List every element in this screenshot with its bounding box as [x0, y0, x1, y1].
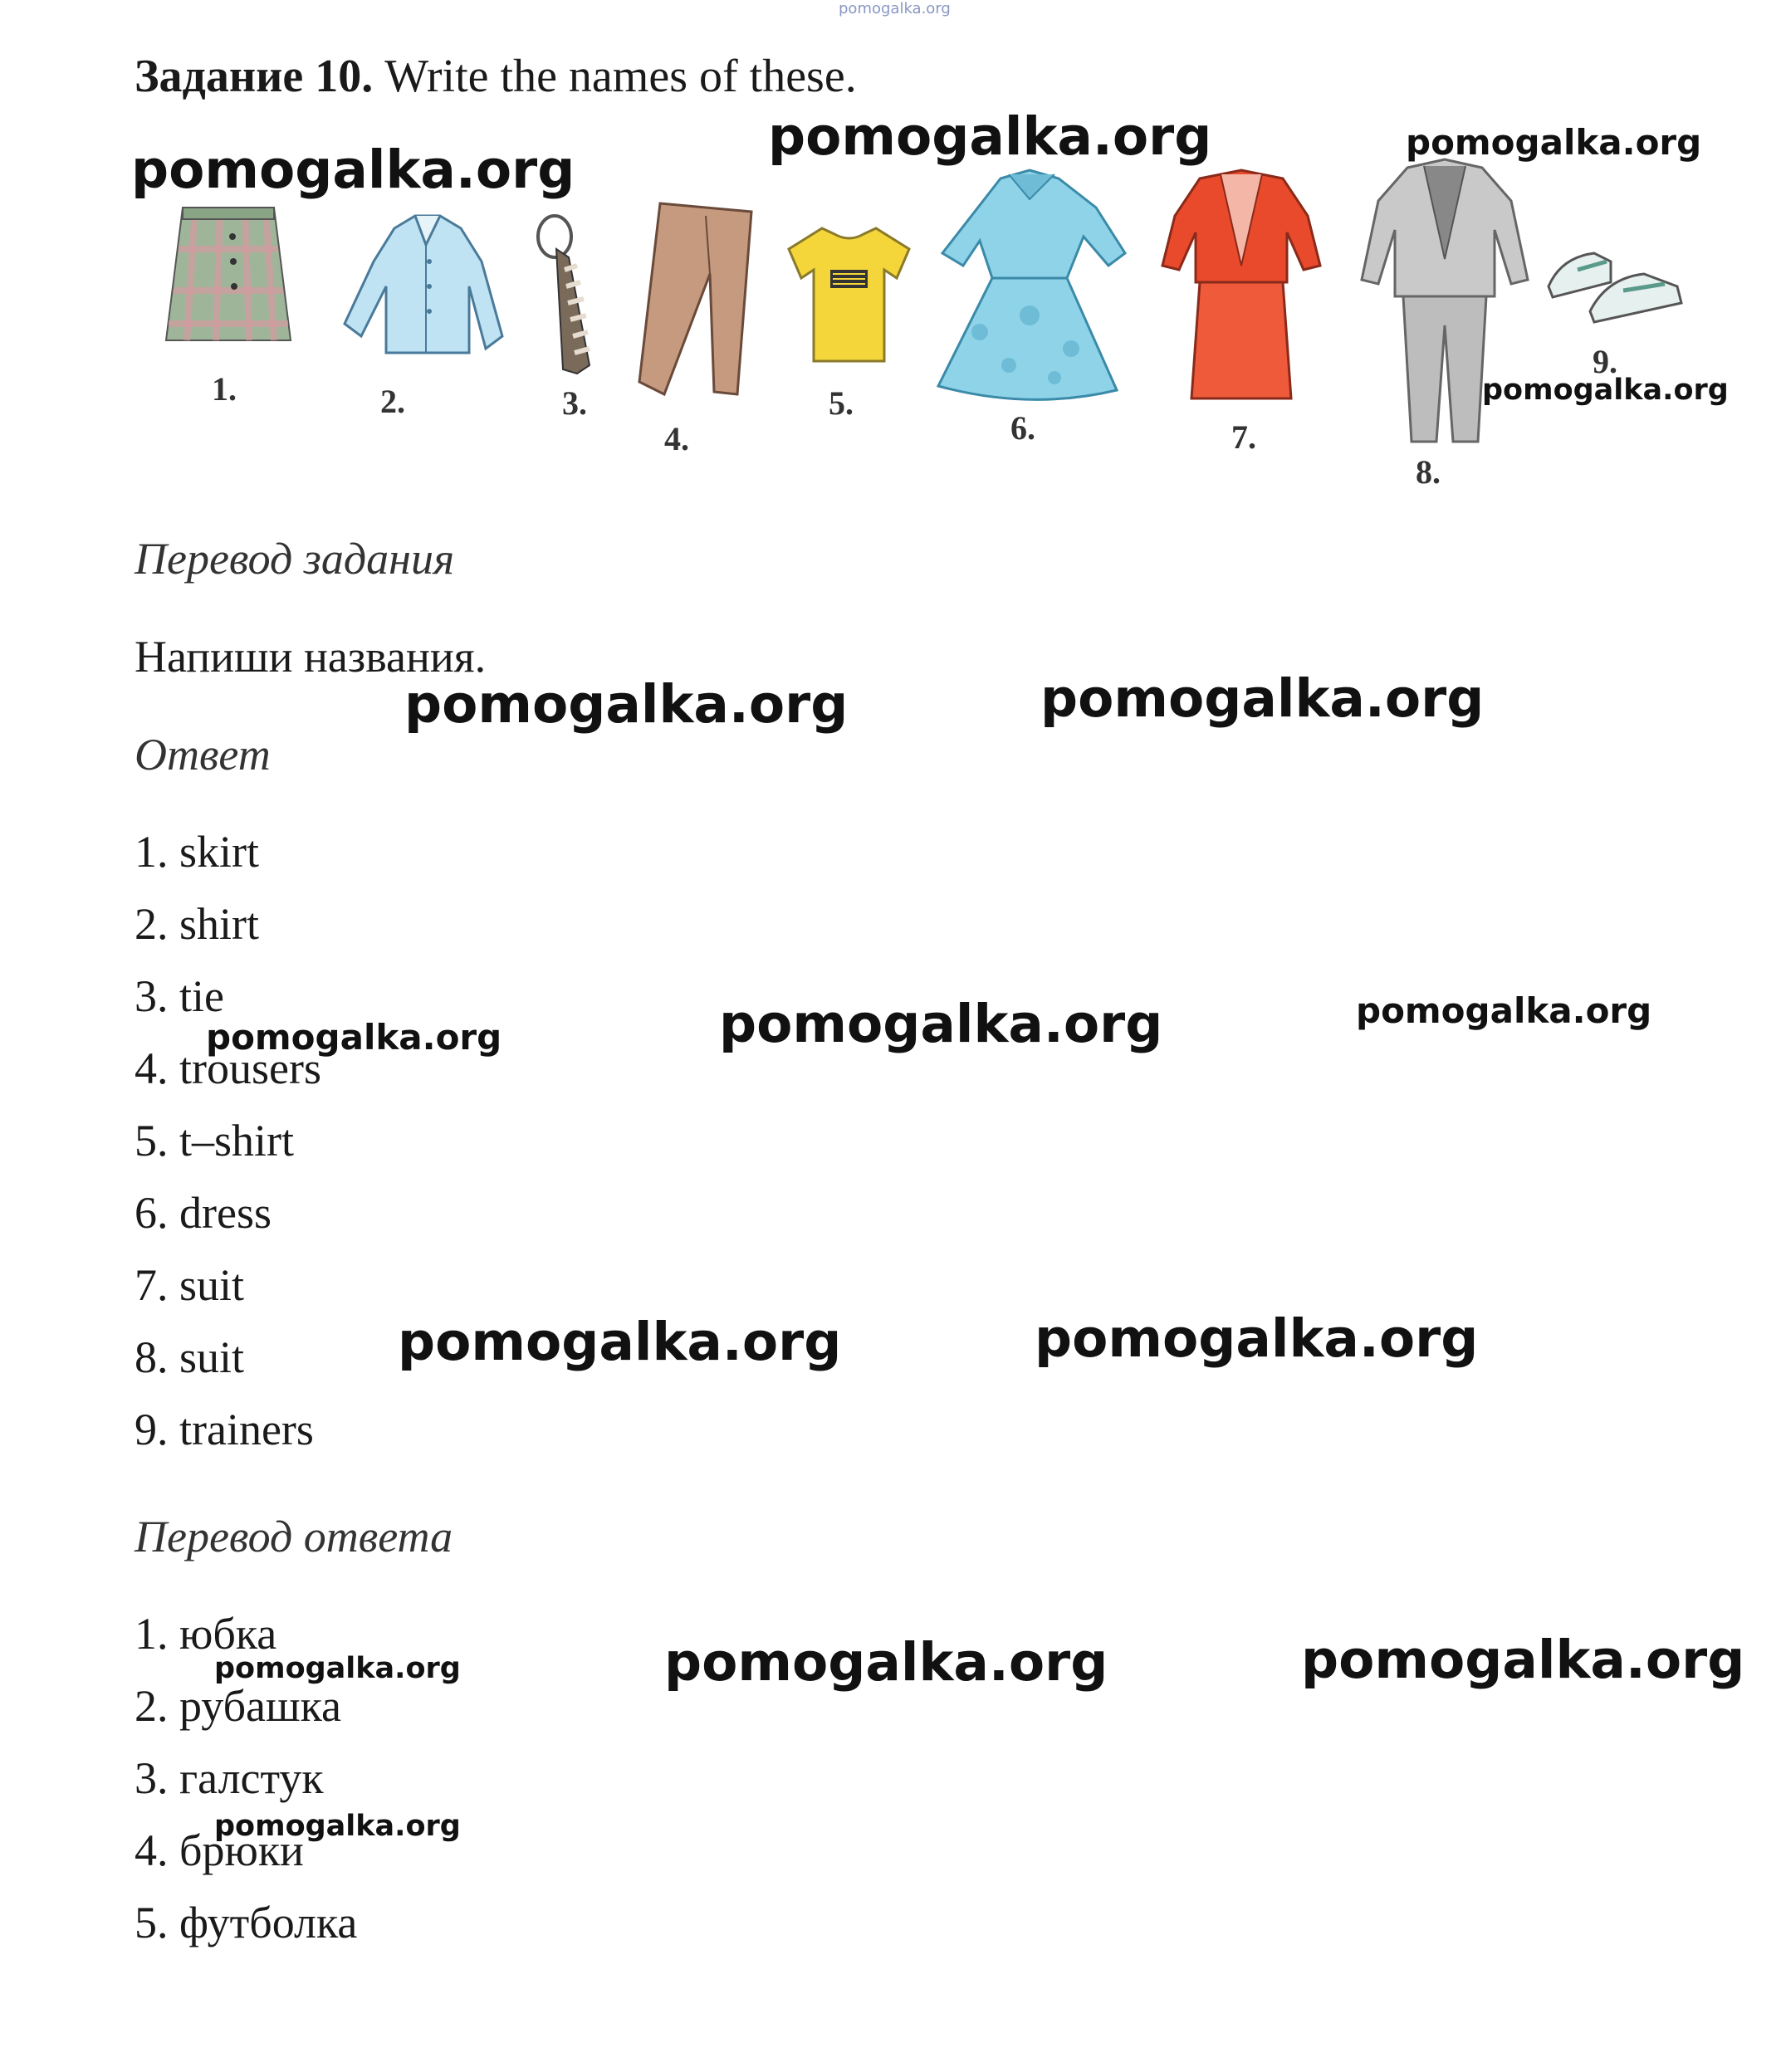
- trousers-illustration: [631, 199, 756, 398]
- answer-item-3: 3. tie: [135, 971, 224, 1021]
- figure-label-8: 8.: [1416, 453, 1441, 491]
- red-suit-illustration: [1162, 166, 1320, 407]
- translation-task-text: Напиши названия.: [135, 632, 487, 682]
- watermark: pomogalka.org: [206, 1017, 502, 1058]
- answer-item-2: 2. shirt: [135, 899, 260, 949]
- figure-label-4: 4.: [664, 420, 689, 457]
- top-watermark: pomogalka.org: [839, 0, 951, 17]
- answer-heading: Ответ: [135, 730, 271, 779]
- answer-item-5: 5. t–shirt: [135, 1116, 295, 1166]
- watermark: pomogalka.org: [398, 1312, 842, 1372]
- watermark: pomogalka.org: [719, 994, 1163, 1054]
- shirt-illustration: [336, 212, 506, 361]
- answer-translation-heading: Перевод ответа: [135, 1512, 453, 1561]
- answer-translation-item-1: 1. юбка: [135, 1609, 277, 1659]
- task-title: [135, 50, 857, 103]
- watermark: pomogalka.org: [1301, 1630, 1745, 1690]
- watermark: pomogalka.org: [214, 1652, 461, 1685]
- answer-item-6: 6. dress: [135, 1188, 272, 1238]
- watermark: pomogalka.org: [214, 1810, 461, 1843]
- answer-translation-item-4: 4. брюки: [135, 1825, 304, 1875]
- watermark: pomogalka.org: [404, 674, 849, 735]
- answer-item-7: 7. suit: [135, 1260, 245, 1310]
- answer-item-8: 8. suit: [135, 1332, 245, 1382]
- watermark: pomogalka.org: [1356, 990, 1652, 1031]
- task-text: Write the names of these.: [384, 51, 857, 102]
- watermark: pomogalka.org: [768, 106, 1212, 167]
- figure-label-7: 7.: [1231, 418, 1256, 456]
- trainers-illustration: [1544, 241, 1686, 324]
- answer-translation-item-5: 5. футболка: [135, 1898, 358, 1947]
- figure-label-3: 3.: [562, 384, 587, 422]
- skirt-illustration: [162, 203, 295, 349]
- tshirt-illustration: [785, 224, 913, 365]
- watermark: pomogalka.org: [1035, 1308, 1479, 1369]
- answer-item-4: 4. trousers: [135, 1043, 321, 1093]
- watermark: pomogalka.org: [1482, 374, 1729, 407]
- figure-label-5: 5.: [829, 384, 854, 422]
- grey-suit-illustration: [1362, 159, 1528, 446]
- answer-item-9: 9. trainers: [135, 1405, 314, 1454]
- watermark: pomogalka.org: [664, 1632, 1108, 1693]
- answer-translation-item-2: 2. рубашка: [135, 1681, 341, 1731]
- tie-illustration: [531, 212, 598, 378]
- figure-label-1: 1.: [212, 370, 237, 408]
- watermark: pomogalka.org: [131, 139, 575, 200]
- task-label: Задание 10.: [135, 51, 374, 102]
- figure-label-6: 6.: [1010, 409, 1035, 447]
- watermark: pomogalka.org: [1040, 668, 1485, 729]
- figure-label-9: 9.: [1593, 343, 1617, 380]
- answer-item-1: 1. skirt: [135, 827, 260, 877]
- translation-task-heading: Перевод задания: [135, 534, 455, 584]
- answer-translation-item-3: 3. галстук: [135, 1753, 324, 1803]
- watermark: pomogalka.org: [1406, 122, 1702, 163]
- figure-label-2: 2.: [380, 383, 405, 420]
- dress-illustration: [930, 166, 1129, 407]
